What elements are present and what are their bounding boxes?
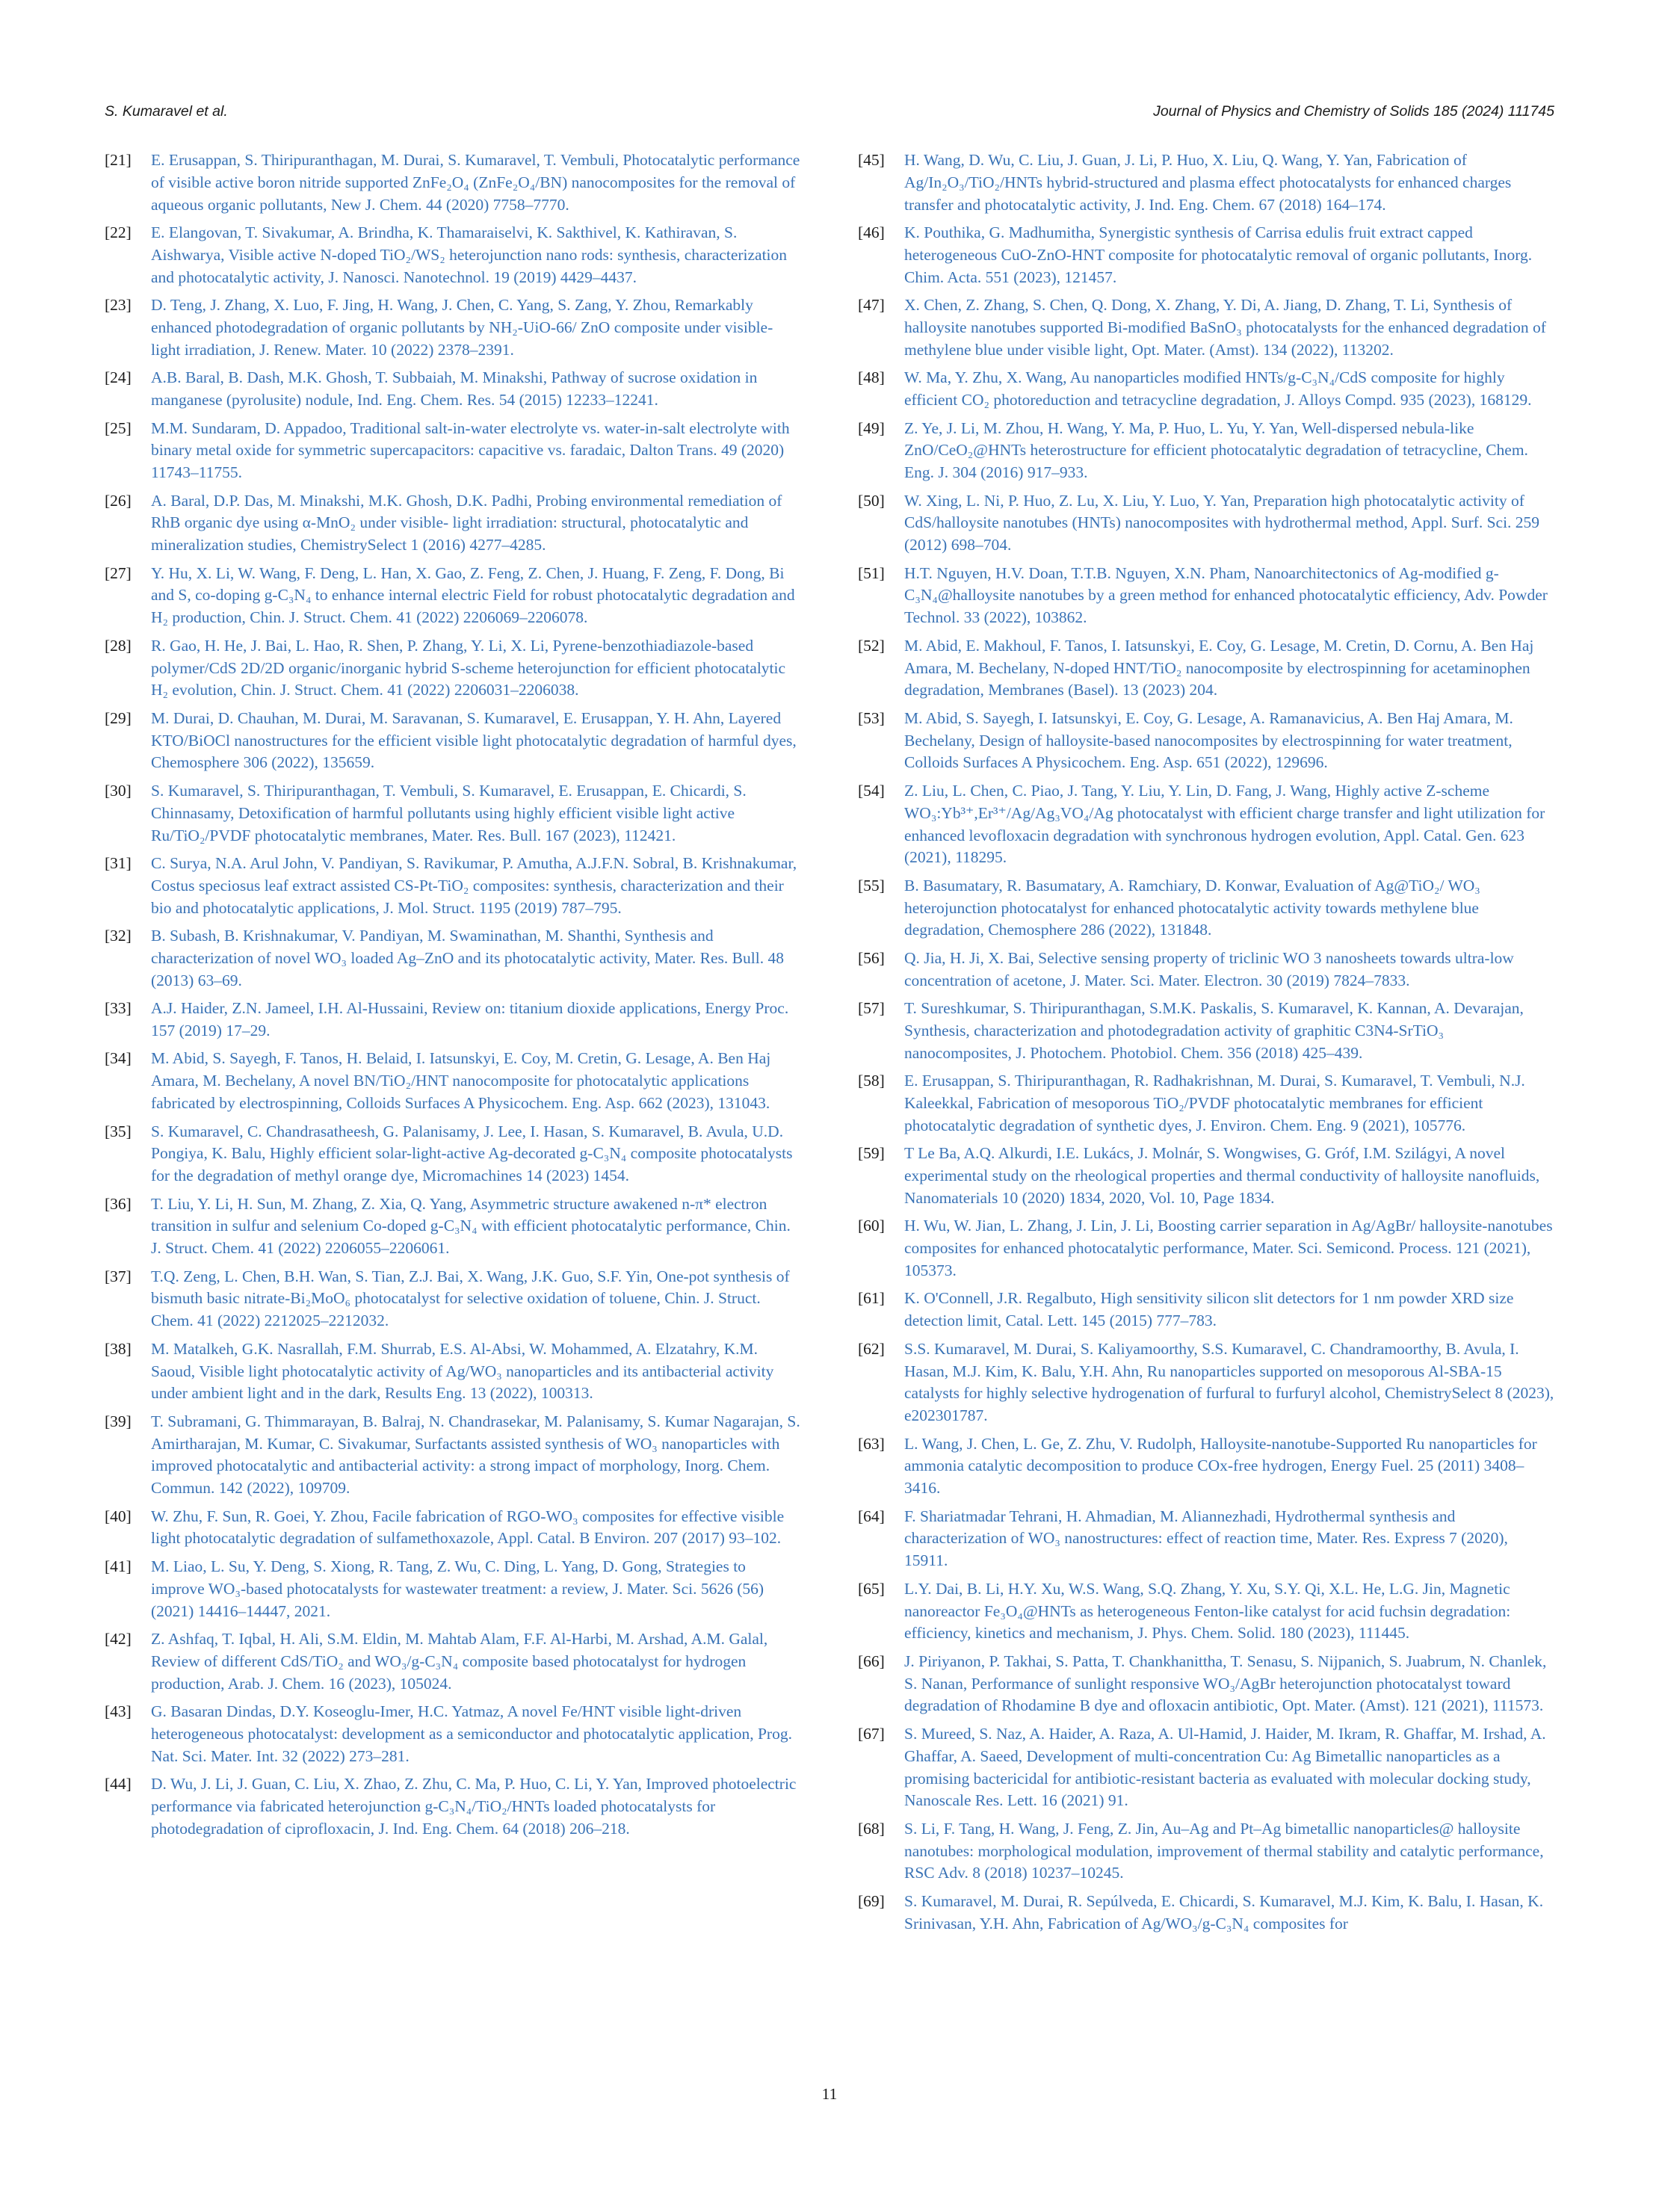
- reference-number: [46]: [858, 223, 885, 242]
- reference-item: [105, 1411, 801, 1500]
- reference-link[interactable]: H. Wang, D. Wu, C. Liu, J. Guan, J. Li, P. Huo, X. Liu, Q. Wang, Y. Yan, Fabrication of Ag/In₂O₃/TiO₂/HNTs hybrid-structured and plasma effect photocatalysts for enhanced charges transfer and photocatalytic activity, J. Ind. Eng. Chem. 67 (2018) 164–174.: [904, 151, 1512, 214]
- reference-item: [105, 925, 801, 992]
- reference-item: [105, 853, 801, 919]
- reference-link[interactable]: K. Pouthika, G. Madhumitha, Synergistic synthesis of Carrisa edulis fruit extract capped heterogeneous CuO-ZnO-HNT composite for photocatalytic removal of organic pollutants, Inorg. Chim. Acta. 551 (2023), 121457.: [904, 223, 1533, 286]
- reference-item: [858, 1578, 1554, 1645]
- reference-number: [57]: [858, 999, 885, 1018]
- reference-link[interactable]: S. Kumaravel, M. Durai, R. Sepúlveda, E. Chicardi, S. Kumaravel, M.J. Kim, K. Balu, I. Hasan, K. Srinivasan, Y.H. Ahn, Fabrication of Ag/WO₃/g-C₃N₄ composites for: [904, 1891, 1544, 1933]
- reference-item: [858, 1433, 1554, 1500]
- reference-number: [35]: [105, 1122, 132, 1140]
- reference-link[interactable]: Z. Liu, L. Chen, C. Piao, J. Tang, Y. Liu, Y. Lin, D. Fang, J. Wang, Highly active Z-scheme WO₃:Yb³⁺,Er³⁺/Ag/Ag₃VO₄/Ag photocatalyst with efficient charge transfer and light utilization for enhanced levofloxacin degradation with synchronous hydrogen evolution, Appl. Catal. Gen. 623 (2021), 118295.: [904, 781, 1545, 867]
- running-header-journal: Journal of Physics and Chemistry of Solids 185 (2024) 111745: [1153, 103, 1554, 120]
- reference-link[interactable]: B. Subash, B. Krishnakumar, V. Pandiyan, M. Swaminathan, M. Shanthi, Synthesis and characterization of novel WO₃ loaded Ag–ZnO and its photocatalytic activity, Mater. Res. Bull. 48 (2013) 63–69.: [151, 927, 784, 989]
- reference-link[interactable]: D. Wu, J. Li, J. Guan, C. Liu, X. Zhao, Z. Zhu, C. Ma, P. Huo, C. Li, Y. Yan, Improved photoelectric performance via fabricated heterojunction g-C₃N₄/TiO₂/HNTs loaded photocatalysts for photodegradation of ciprofloxacin, J. Ind. Eng. Chem. 64 (2018) 206–218.: [151, 1775, 797, 1838]
- reference-link[interactable]: D. Teng, J. Zhang, X. Luo, F. Jing, H. Wang, J. Chen, C. Yang, S. Zang, Y. Zhou, Remarkably enhanced photodegradation of organic pollutants by NH₂-UiO-66/ ZnO composite under visible-light irradiation, J. Renew. Mater. 10 (2022) 2378–2391.: [151, 296, 773, 359]
- reference-number: [23]: [105, 296, 132, 315]
- reference-item: [105, 222, 801, 288]
- references-left-column: [105, 149, 801, 1846]
- reference-number: [34]: [105, 1049, 132, 1068]
- reference-item: [858, 708, 1554, 774]
- reference-number: [30]: [105, 781, 132, 800]
- reference-link[interactable]: Q. Jia, H. Ji, X. Bai, Selective sensing property of triclinic WO 3 nanosheets towards ultra-low concentration of acetone, J. Mater. Sci. Mater. Electron. 30 (2019) 7824–7833.: [904, 948, 1514, 989]
- reference-link[interactable]: R. Gao, H. He, J. Bai, L. Hao, R. Shen, P. Zhang, Y. Li, X. Li, Pyrene-benzothiadiazole-based polymer/CdS 2D/2D organic/inorganic hybrid S-scheme heterojunction for efficient photocatalytic H₂ evolution, Chin. J. Struct. Chem. 41 (2022) 2206031–2206038.: [151, 636, 786, 699]
- reference-number: [38]: [105, 1339, 132, 1358]
- reference-number: [65]: [858, 1579, 885, 1598]
- reference-item: [858, 1070, 1554, 1137]
- reference-number: [33]: [105, 999, 132, 1018]
- reference-number: [36]: [105, 1194, 132, 1213]
- reference-number: [59]: [858, 1144, 885, 1163]
- reference-link[interactable]: E. Elangovan, T. Sivakumar, A. Brindha, K. Thamaraiselvi, K. Sakthivel, K. Kathiravan, S. Aishwarya, Visible active N-doped TiO₂/WS₂ heterojunction nano rods: synthesis, characterization and photocatalytic activity, J. Nanosci. Nanotechnol. 19 (2019) 4429–4437.: [151, 223, 788, 286]
- reference-item: [105, 1773, 801, 1840]
- reference-item: [858, 1818, 1554, 1885]
- reference-item: [105, 1048, 801, 1114]
- reference-number: [21]: [105, 151, 132, 169]
- reference-link[interactable]: L.Y. Dai, B. Li, H.Y. Xu, W.S. Wang, S.Q. Zhang, Y. Xu, S.Y. Qi, X.L. He, L.G. Jin, Magnetic nanoreactor Fe₃O₄@HNTs as heterogeneous Fenton-like catalyst for acid fuchsin degradation: efficiency, kinetics and mechanism, J. Phys. Chem. Solid. 180 (2023), 111445.: [904, 1579, 1511, 1643]
- reference-number: [66]: [858, 1652, 885, 1670]
- reference-item: [105, 294, 801, 361]
- reference-item: [858, 294, 1554, 361]
- reference-number: [58]: [858, 1072, 885, 1090]
- reference-item: [105, 418, 801, 484]
- reference-number: [22]: [105, 223, 132, 242]
- references-right-column: [858, 149, 1554, 1941]
- reference-link[interactable]: M. Abid, S. Sayegh, F. Tanos, H. Belaid, I. Iatsunskyi, E. Coy, M. Cretin, G. Lesage, A. Ben Haj Amara, M. Bechelany, A novel BN/TiO₂/HNT nanocomposite for photocatalytic applications fabricated by electrospinning, Colloids Surfaces A Physicochem. Eng. Asp. 662 (2023), 131043.: [151, 1049, 771, 1113]
- reference-number: [56]: [858, 948, 885, 967]
- reference-link[interactable]: C. Surya, N.A. Arul John, V. Pandiyan, S. Ravikumar, P. Amutha, A.J.F.N. Sobral, B. Krishnakumar, Costus speciosus leaf extract assisted CS-Pt-TiO₂ composites: synthesis, characterization and their bio and photocatalytic applications, J. Mol. Struct. 1195 (2019) 787–795.: [151, 853, 797, 917]
- reference-item: [105, 1266, 801, 1332]
- reference-link[interactable]: Y. Hu, X. Li, W. Wang, F. Deng, L. Han, X. Gao, Z. Feng, Z. Chen, J. Huang, F. Zeng, F. Dong, Bi and S, co-doping g-C₃N₄ to enhance internal electric Field for robust photocatalytic degradation and H₂ production, Chin. J. Struct. Chem. 41 (2022) 2206069–2206078.: [151, 563, 795, 627]
- reference-item: [858, 149, 1554, 216]
- reference-number: [48]: [858, 368, 885, 387]
- reference-item: [105, 1701, 801, 1767]
- reference-number: [52]: [858, 636, 885, 655]
- reference-number: [60]: [858, 1217, 885, 1235]
- reference-link[interactable]: M. Liao, L. Su, Y. Deng, S. Xiong, R. Tang, Z. Wu, C. Ding, L. Yang, D. Gong, Strategies to improve WO₃-based photocatalysts for wastewater treatment: a review, J. Mater. Sci. 5626 (56) (2021) 14416–14447, 2021.: [151, 1557, 764, 1620]
- reference-number: [62]: [858, 1339, 885, 1358]
- reference-item: [858, 1506, 1554, 1572]
- reference-link[interactable]: H. Wu, W. Jian, L. Zhang, J. Lin, J. Li, Boosting carrier separation in Ag/AgBr/ halloysite-nanotubes composites for enhanced photocatalytic performance, Mater. Sci. Semicond. Process. 121 (2021), 105373.: [904, 1217, 1553, 1279]
- reference-number: [28]: [105, 636, 132, 655]
- reference-number: [68]: [858, 1819, 885, 1838]
- reference-link[interactable]: M. Abid, E. Makhoul, F. Tanos, I. Iatsunskyi, E. Coy, G. Lesage, M. Cretin, D. Cornu, A. Ben Haj Amara, M. Bechelany, N-doped HNT/TiO₂ nanocomposite by electrospinning for acetaminophen degradation, Membranes (Basel). 13 (2023) 204.: [904, 636, 1534, 699]
- reference-number: [45]: [858, 151, 885, 169]
- reference-item: [858, 875, 1554, 942]
- reference-number: [64]: [858, 1507, 885, 1525]
- reference-number: [41]: [105, 1557, 132, 1575]
- reference-number: [55]: [858, 876, 885, 895]
- reference-link[interactable]: E. Erusappan, S. Thiripuranthagan, M. Durai, S. Kumaravel, T. Vembuli, Photocatalytic performance of visible active boron nitride supported ZnFe₂O₄ (ZnFe₂O₄/BN) nanocomposites for the removal of aqueous organic pollutants, New J. Chem. 44 (2020) 7758–7770.: [151, 151, 800, 214]
- reference-number: [29]: [105, 708, 132, 727]
- reference-number: [47]: [858, 296, 885, 315]
- reference-item: [105, 490, 801, 557]
- reference-number: [42]: [105, 1630, 132, 1649]
- reference-link[interactable]: A.J. Haider, Z.N. Jameel, I.H. Al-Hussaini, Review on: titanium dioxide applications, Energy Proc. 157 (2019) 17–29.: [151, 999, 789, 1039]
- reference-link[interactable]: X. Chen, Z. Zhang, S. Chen, Q. Dong, X. Zhang, Y. Di, A. Jiang, D. Zhang, T. Li, Synthesis of halloysite nanotubes supported Bi-modified BaSnO₃ photocatalysts for the enhanced degradation of methylene blue under visible light, Opt. Mater. (Amst). 134 (2022), 113202.: [904, 296, 1546, 359]
- reference-number: [44]: [105, 1775, 132, 1794]
- reference-item: [858, 563, 1554, 629]
- reference-item: [105, 635, 801, 702]
- reference-number: [61]: [858, 1289, 885, 1308]
- reference-number: [63]: [858, 1434, 885, 1453]
- reference-item: [858, 1288, 1554, 1332]
- reference-item: [105, 1628, 801, 1695]
- reference-link[interactable]: S.S. Kumaravel, M. Durai, S. Kaliyamoorthy, S.S. Kumaravel, C. Chandramoorthy, B. Avula, I. Hasan, M.J. Kim, K. Balu, Y.H. Ahn, Ru nanoparticles supported on mesoporous Al-SBA-15 catalysts for highly selective hydrogenation of furfural to furfuryl alcohol, ChemistrySelect 8 (2023), e202301787.: [904, 1339, 1554, 1425]
- reference-number: [51]: [858, 563, 885, 582]
- reference-item: [105, 780, 801, 847]
- reference-link[interactable]: Z. Ashfaq, T. Iqbal, H. Ali, S.M. Eldin, M. Mahtab Alam, F.F. Al-Harbi, M. Arshad, A.M. Galal, Review of different CdS/TiO₂ and WO₃/g-C₃N₄ composite based photocatalyst for hydrogen production, Arab. J. Chem. 16 (2023), 105024.: [151, 1630, 768, 1693]
- reference-link[interactable]: S. Kumaravel, C. Chandrasatheesh, G. Palanisamy, J. Lee, I. Hasan, S. Kumaravel, B. Avula, U.D. Pongiya, K. Balu, Highly efficient solar-light-active Ag-decorated g-C₃N₄ composite photocatalysts for the degradation of methyl orange dye, Micromachines 14 (2023) 1454.: [151, 1122, 793, 1185]
- reference-link[interactable]: T.Q. Zeng, L. Chen, B.H. Wan, S. Tian, Z.J. Bai, X. Wang, J.K. Guo, S.F. Yin, One-pot synthesis of bismuth basic nitrate-Bi₂MoO₆ photocatalyst for selective oxidation of toluene, Chin. J. Struct. Chem. 41 (2022) 2212025–2212032.: [151, 1267, 790, 1330]
- reference-item: [858, 418, 1554, 484]
- reference-number: [32]: [105, 927, 132, 945]
- reference-item: [858, 1651, 1554, 1717]
- reference-link[interactable]: L. Wang, J. Chen, L. Ge, Z. Zhu, V. Rudolph, Halloysite-nanotube-Supported Ru nanoparticles for ammonia catalytic decomposition to produce COx-free hydrogen, Energy Fuel. 25 (2011) 3408–3416.: [904, 1434, 1537, 1498]
- reference-item: [858, 490, 1554, 557]
- reference-number: [27]: [105, 563, 132, 582]
- reference-number: [67]: [858, 1724, 885, 1743]
- reference-item: [858, 780, 1554, 869]
- reference-item: [858, 367, 1554, 412]
- reference-item: [858, 1338, 1554, 1427]
- reference-number: [25]: [105, 418, 132, 437]
- reference-number: [53]: [858, 708, 885, 727]
- reference-item: [858, 1723, 1554, 1812]
- reference-link[interactable]: J. Piriyanon, P. Takhai, S. Patta, T. Chankhanittha, T. Senasu, S. Nijpanich, S. Juabrum, N. Chanlek, S. Nanan, Performance of sunlight responsive WO₃/AgBr heterojunction photocatalyst toward degradation of Rhodamine B dye and ofloxacin antibiotic, Opt. Mater. (Amst). 121 (2021), 111573.: [904, 1652, 1547, 1715]
- reference-number: [54]: [858, 781, 885, 800]
- reference-item: [858, 998, 1554, 1064]
- reference-link[interactable]: M. Matalkeh, G.K. Nasrallah, F.M. Shurrab, E.S. Al-Absi, W. Mohammed, A. Elzatahry, K.M. Saoud, Visible light photocatalytic activity of Ag/WO₃ nanoparticles and its antibacterial activity under ambient light and in the dark, Results Eng. 13 (2022), 100313.: [151, 1339, 774, 1403]
- reference-link[interactable]: S. Li, F. Tang, H. Wang, J. Feng, Z. Jin, Au–Ag and Pt–Ag bimetallic nanoparticles@ halloysite nanotubes: morphological modulation, improvement of thermal stability and catalytic performance, RSC Adv. 8 (2018) 10237–10245.: [904, 1819, 1544, 1882]
- reference-link[interactable]: E. Erusappan, S. Thiripuranthagan, R. Radhakrishnan, M. Durai, S. Kumaravel, T. Vembuli, N.J. Kaleekkal, Fabrication of mesoporous TiO₂/PVDF photocatalytic membranes for efficient photocatalytic degradation of synthetic dyes, J. Environ. Chem. Eng. 9 (2021), 105776.: [904, 1072, 1525, 1134]
- reference-item: [858, 1215, 1554, 1282]
- reference-link[interactable]: T. Liu, Y. Li, H. Sun, M. Zhang, Z. Xia, Q. Yang, Asymmetric structure awakened n-π* electron transition in sulfur and selenium Co-doped g-C₃N₄ with efficient photocatalytic performance, Chin. J. Struct. Chem. 41 (2022) 2206055–2206061.: [151, 1194, 791, 1258]
- reference-item: [105, 563, 801, 629]
- reference-link[interactable]: T. Sureshkumar, S. Thiripuranthagan, S.M.K. Paskalis, S. Kumaravel, K. Kannan, A. Devarajan, Synthesis, characterization and photodegradation activity of graphitic C3N4-SrTiO₃ nanocomposites, J. Photochem. Photobiol. Chem. 356 (2018) 425–439.: [904, 999, 1524, 1062]
- reference-item: [858, 222, 1554, 288]
- reference-link[interactable]: T Le Ba, A.Q. Alkurdi, I.E. Lukács, J. Molnár, S. Wongwises, G. Gróf, I.M. Szilágyi, A novel experimental study on the rheological properties and thermal conductivity of halloysite nanofluids, Nanomaterials 10 (2020) 1834, 2020, Vol. 10, Page 1834.: [904, 1144, 1540, 1207]
- running-header-authors: S. Kumaravel et al.: [105, 103, 228, 120]
- reference-link[interactable]: T. Subramani, G. Thimmarayan, B. Balraj, N. Chandrasekar, M. Palanisamy, S. Kumar Nagarajan, S. Amirtharajan, M. Kumar, C. Sivakumar, Surfactants assisted synthesis of WO₃ nanoparticles with improved photocatalytic and antibacterial activity: a strong impact of morphology, Inorg. Chem. Commun. 142 (2022), 109709.: [151, 1412, 800, 1498]
- reference-item: [858, 635, 1554, 702]
- reference-item: [105, 1121, 801, 1187]
- reference-number: [39]: [105, 1412, 132, 1430]
- reference-link[interactable]: B. Basumatary, R. Basumatary, A. Ramchiary, D. Konwar, Evaluation of Ag@TiO₂/ WO₃ heterojunction photocatalyst for enhanced photocatalytic activity towards methylene blue degradation, Chemosphere 286 (2022), 131848.: [904, 876, 1480, 939]
- reference-link[interactable]: W. Zhu, F. Sun, R. Goei, Y. Zhou, Facile fabrication of RGO-WO₃ composites for effective visible light photocatalytic degradation of sulfamethoxazole, Appl. Catal. B Environ. 207 (2017) 93–102.: [151, 1507, 785, 1548]
- reference-item: [105, 998, 801, 1042]
- reference-number: [50]: [858, 491, 885, 510]
- reference-link[interactable]: G. Basaran Dindas, D.Y. Koseoglu-Imer, H.C. Yatmaz, A novel Fe/HNT visible light-driven heterogeneous photocatalyst: development as a semiconductor and photocatalytic application, Prog. Nat. Sci. Mater. Int. 32 (2022) 273–281.: [151, 1702, 792, 1765]
- reference-item: [105, 1193, 801, 1260]
- reference-item: [105, 1506, 801, 1551]
- reference-item: [105, 149, 801, 216]
- reference-link[interactable]: F. Shariatmadar Tehrani, H. Ahmadian, M. Aliannezhadi, Hydrothermal synthesis and characterization of WO₃ nanostructures: effect of reaction time, Mater. Res. Express 7 (2020), 15911.: [904, 1507, 1508, 1570]
- reference-number: [40]: [105, 1507, 132, 1525]
- reference-item: [858, 1143, 1554, 1209]
- page-number: 11: [821, 2085, 838, 2103]
- reference-link[interactable]: W. Ma, Y. Zhu, X. Wang, Au nanoparticles modified HNTs/g-C₃N₄/CdS composite for highly efficient CO₂ photoreduction and tetracycline degradation, J. Alloys Compd. 935 (2023), 168129.: [904, 368, 1532, 410]
- reference-link[interactable]: M.M. Sundaram, D. Appadoo, Traditional salt-in-water electrolyte vs. water-in-salt electrolyte with binary metal oxide for symmetric supercapacitors: capacitive vs. faradaic, Dalton Trans. 49 (2020) 11743–11755.: [151, 418, 790, 482]
- reference-item: [105, 708, 801, 774]
- reference-link[interactable]: M. Durai, D. Chauhan, M. Durai, M. Saravanan, S. Kumaravel, E. Erusappan, Y. H. Ahn, Layered KTO/BiOCl nanostructures for the efficient visible light photocatalytic degradation of harmful dyes, Chemosphere 306 (2022), 135659.: [151, 708, 797, 772]
- reference-link[interactable]: M. Abid, S. Sayegh, I. Iatsunskyi, E. Coy, G. Lesage, A. Ramanavicius, A. Ben Haj Amara, M. Bechelany, Design of halloysite-based nanocomposites by electrospinning for water treatment, Colloids Surfaces A Physicochem. Eng. Asp. 651 (2022), 129696.: [904, 708, 1513, 772]
- reference-item: [858, 948, 1554, 992]
- reference-item: [105, 1556, 801, 1622]
- reference-number: [43]: [105, 1702, 132, 1721]
- reference-link[interactable]: A. Baral, D.P. Das, M. Minakshi, M.K. Ghosh, D.K. Padhi, Probing environmental remediation of RhB organic dye using α-MnO₂ under visible- light irradiation: structural, photocatalytic and mineralization studies, ChemistrySelect 1 (2016) 4277–4285.: [151, 491, 782, 554]
- reference-item: [858, 1891, 1554, 1936]
- reference-number: [49]: [858, 418, 885, 437]
- reference-link[interactable]: K. O'Connell, J.R. Regalbuto, High sensitivity silicon slit detectors for 1 nm powder XRD size detection limit, Catal. Lett. 145 (2015) 777–783.: [904, 1289, 1514, 1330]
- reference-number: [37]: [105, 1267, 132, 1285]
- reference-number: [24]: [105, 368, 132, 387]
- reference-link[interactable]: W. Xing, L. Ni, P. Huo, Z. Lu, X. Liu, Y. Luo, Y. Yan, Preparation high photocatalytic activity of CdS/halloysite nanotubes (HNTs) nanocomposites with hydrothermal method, Appl. Surf. Sci. 259 (2012) 698–704.: [904, 491, 1540, 554]
- reference-link[interactable]: S. Kumaravel, S. Thiripuranthagan, T. Vembuli, S. Kumaravel, E. Erusappan, E. Chicardi, S. Chinnasamy, Detoxification of harmful pollutants using highly efficient visible light active Ru/TiO₂/PVDF photocatalytic membranes, Mater. Res. Bull. 167 (2023), 112421.: [151, 781, 747, 844]
- reference-item: [105, 367, 801, 412]
- reference-number: [69]: [858, 1891, 885, 1910]
- reference-link[interactable]: S. Mureed, S. Naz, A. Haider, A. Raza, A. Ul-Hamid, J. Haider, M. Ikram, R. Ghaffar, M. Irshad, A. Ghaffar, A. Saeed, Development of multi-concentration Cu: Ag Bimetallic nanoparticles as a promising bactericidal for antibiotic-resistant bacteria as evaluated with molecular docking study, Nanoscale Res. Lett. 16 (2021) 91.: [904, 1724, 1546, 1810]
- reference-number: [31]: [105, 853, 132, 872]
- reference-link[interactable]: Z. Ye, J. Li, M. Zhou, H. Wang, Y. Ma, P. Huo, L. Yu, Y. Yan, Well-dispersed nebula-like ZnO/CeO₂@HNTs heterostructure for efficient photocatalytic degradation of tetracycline, Chem. Eng. J. 304 (2016) 917–933.: [904, 418, 1528, 482]
- reference-link[interactable]: H.T. Nguyen, H.V. Doan, T.T.B. Nguyen, X.N. Pham, Nanoarchitectonics of Ag-modified g-C₃N₄@halloysite nanotubes by a green method for enhanced photocatalytic efficiency, Adv. Powder Technol. 33 (2022), 103862.: [904, 563, 1548, 627]
- reference-number: [26]: [105, 491, 132, 510]
- reference-item: [105, 1338, 801, 1405]
- reference-link[interactable]: A.B. Baral, B. Dash, M.K. Ghosh, T. Subbaiah, M. Minakshi, Pathway of sucrose oxidation in manganese (pyrolusite) nodule, Ind. Eng. Chem. Res. 54 (2015) 12233–12241.: [151, 368, 758, 410]
